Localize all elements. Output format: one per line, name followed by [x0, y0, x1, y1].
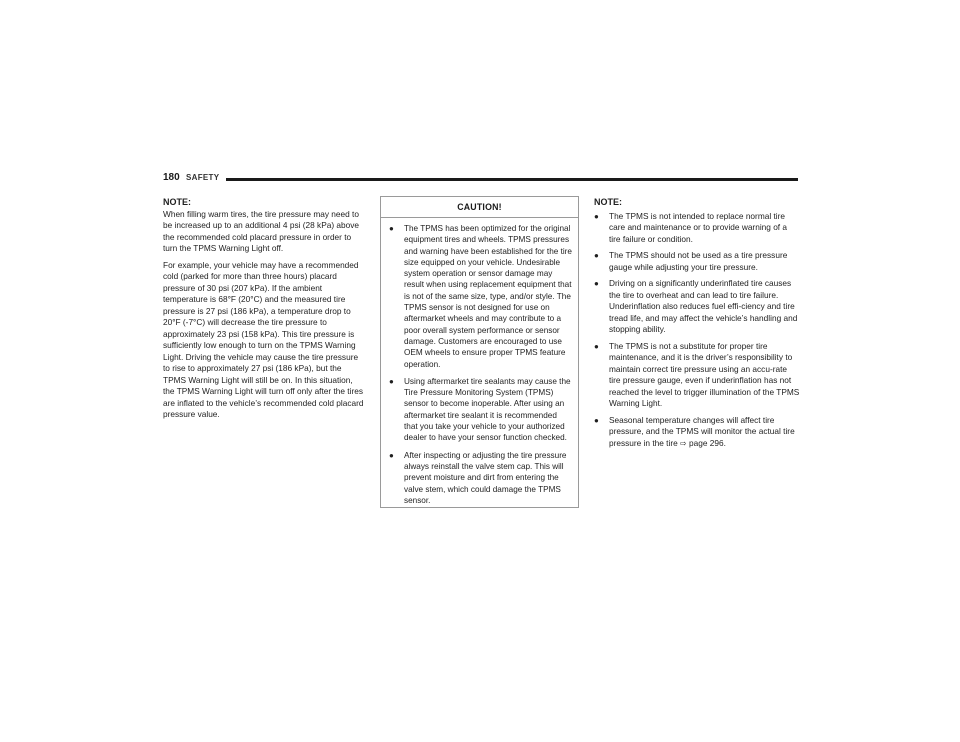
note-list [594, 211, 800, 450]
note-item [594, 415, 800, 450]
bullet-icon: ● [389, 376, 394, 386]
right-column [594, 197, 800, 454]
caution-item [389, 450, 572, 506]
page-number: 180 [163, 172, 180, 183]
note-item-text: The TPMS is not intended to replace normal tire care and maintenance or to provide warning of a tire failure or condition. [609, 210, 788, 244]
caution-item [389, 223, 572, 370]
note-title: NOTE: [163, 197, 191, 207]
note-title: NOTE: [594, 197, 622, 207]
bullet-icon: ● [594, 415, 599, 425]
bullet-icon: ● [389, 224, 394, 233]
caution-box [380, 196, 579, 508]
bullet-icon: ● [594, 279, 599, 288]
arrow-right-icon: ⇨ [680, 438, 687, 448]
caution-item-text: Using aftermarket tire sealants may cause the Tire Pressure Monitoring System (TPMS) sensor to become inoperable. After using an aftermarket tire sealant it is recommended that you take your vehicle to your authorized dealer to have your sensor function checked. [404, 376, 571, 443]
note-item [594, 341, 800, 410]
note-item [594, 250, 800, 273]
header-rule [226, 178, 798, 181]
note-item-text: Driving on a significantly underinflated tire causes the tire to overheat and can lead to tire failure. Underinflation also reduces fuel effi-ciency and tire tread life, and may affect the vehicle’s handling and stopping ability. [609, 278, 798, 334]
page-header [163, 172, 798, 188]
note-paragraph: When filling warm tires, the tire pressure may need to be increased up to an additional 4 psi (28 kPa) above the recommended cold placard pressure in order to turn the TPMS Warning Light off. [163, 208, 360, 253]
caution-item-text: The TPMS has been optimized for the original equipment tires and wheels. TPMS pressures and warning have been established for the tire size equipped on your vehicle. Undesirable system operation or sensor damage may result when using replacement equipment that is not of the same size, type, and/or style. The TPMS sensor is not designed for use on aftermarket wheels and may contribute to a poor overall system performance or sensor damage. Customers are encouraged to use OEM wheels to ensure proper TPMS feature operation. [404, 224, 572, 369]
caution-item-text: After inspecting or adjusting the tire pressure always reinstall the valve stem cap. This will prevent moisture and dirt from entering the valve stem, which could damage the TPMS sensor. [404, 450, 567, 505]
note-item [594, 211, 800, 246]
page-reference-link[interactable]: page 296. [689, 437, 726, 448]
caution-item [389, 376, 572, 444]
note-item-text: The TPMS should not be used as a tire pressure gauge while adjusting your tire pressure. [609, 250, 788, 272]
caution-list [381, 218, 578, 506]
bullet-icon: ● [594, 341, 599, 351]
section-title: SAFETY [186, 173, 220, 182]
example-paragraph: For example, your vehicle may have a recommended cold (parked for more than three hours) placard pressure of 30 psi (207 kPa). If the ambient temperature is 68°F (20°C) and the measured tire pressure is 27 psi (186 kPa), a temperature drop to 20°F (-7°C) will decrease the tire pressure to approximately 23 psi (158 kPa). This tire pressure is sufficiently low enough to turn on the TPMS Warning Light. Driving the vehicle may cause the tire pressure to rise to approximately 27 psi (186 kPa), but the TPMS Warning Light will still be on. In this situation, the TPMS Warning Light will turn off only after the tires are inflated to the vehicle’s recommended cold placard pressure value. [163, 259, 364, 419]
bullet-icon: ● [594, 211, 599, 221]
caution-title: CAUTION! [381, 197, 578, 218]
left-column [163, 197, 365, 426]
bullet-icon: ● [594, 251, 599, 260]
note-item [594, 278, 800, 336]
note-item-text: Seasonal temperature changes will affect tire pressure, and the TPMS will monitor the actual tire pressure in the tire [609, 414, 795, 448]
note-item-text: The TPMS is not a substitute for proper tire maintenance, and it is the driver’s responsibility to maintain correct tire pressure using an accu-rate tire pressure gauge, even if underinflation has not reached the level to trigger illumination of the TPMS Warning Light. [609, 340, 800, 408]
bullet-icon: ● [389, 450, 394, 460]
